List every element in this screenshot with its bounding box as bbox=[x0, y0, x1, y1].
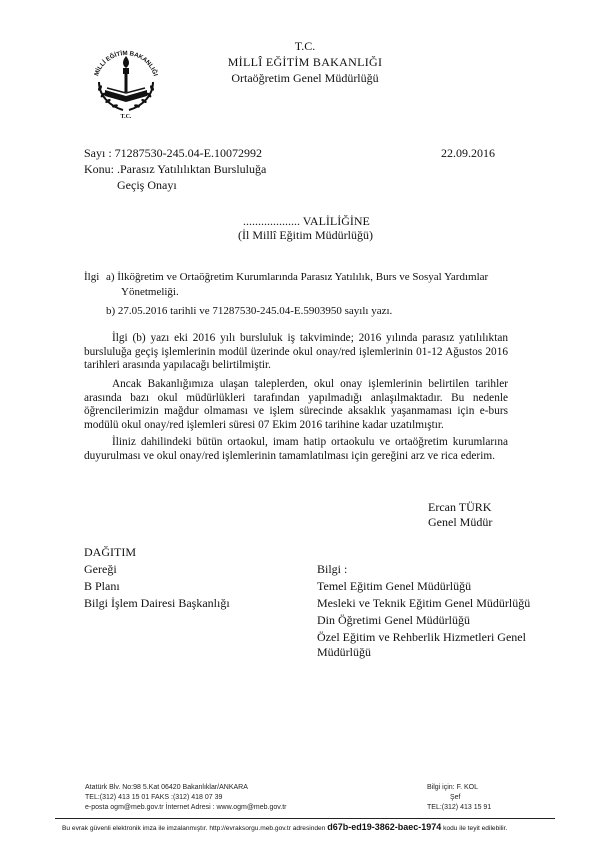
bilgi-item: Özel Eğitim ve Rehberlik Hizmetleri Genel bbox=[317, 630, 526, 644]
verification-text-before: Bu evrak güvenli elektronik imza ile imzalanmıştır. http://evraksorgu.meb.gov.tr adresinden bbox=[62, 825, 326, 832]
footer-contact: e-posta ogm@meb.gov.tr İnternet Adresi : www.ogm@meb.gov.tr bbox=[85, 804, 287, 811]
bilgi-item: Temel Eğitim Genel Müdürlüğü bbox=[317, 579, 472, 593]
sayi-row bbox=[84, 146, 262, 161]
bilgi-label: Bilgi : bbox=[317, 562, 348, 576]
footer-info-phone: TEL:(312) 413 15 91 bbox=[427, 804, 492, 811]
footer-address: Atatürk Blv. No:98 5.Kat 06420 Bakanlıklar/ANKARA bbox=[85, 784, 248, 791]
header-tc: T.C. bbox=[294, 39, 316, 53]
ministry-emblem-logo bbox=[85, 40, 167, 122]
sayi-value: : 71287530-245.04-E.10072992 bbox=[108, 146, 262, 160]
emblem-ring-text: MİLLİ EĞİTİM BAKANLIĞI bbox=[93, 49, 159, 77]
ilgi-a-text: İlköğretim ve Ortaöğretim Kurumlarında Parasız Yatılılık, Burs ve Sosyal Yardımlar bbox=[117, 271, 489, 283]
signatory-title: Genel Müdür bbox=[428, 515, 493, 529]
bilgi-item: Müdürlüğü bbox=[317, 645, 371, 659]
footer-info-label: Bilgi için: F. KOL bbox=[427, 784, 478, 791]
konu-value: .Parasız Yatılılıktan Bursluluğa bbox=[117, 162, 267, 176]
ilgi-a-text-continued: Yönetmeliği. bbox=[121, 286, 179, 298]
addressee-governorship: ................... VALİLİĞİNE bbox=[243, 214, 370, 228]
distribution-title: DAĞITIM bbox=[84, 545, 136, 559]
sayi-label: Sayı bbox=[84, 146, 106, 160]
konu-row bbox=[84, 162, 266, 177]
ilgi-a-prefix: a) bbox=[106, 271, 115, 283]
footer-phones: TEL:(312) 413 15 01 FAKS :(312) 418 07 39 bbox=[85, 794, 223, 801]
ilgi-a bbox=[106, 270, 488, 284]
verification-text-after: kodu ile teyit edilebilir. bbox=[443, 825, 508, 832]
gereği-label: Gereği bbox=[84, 562, 117, 576]
ilgi-b-prefix: b) bbox=[106, 305, 116, 317]
body-paragraph-1-text: İlgi (b) yazı eki 2016 yılı bursluluk iş takviminde; 2016 yılında parasız yatılılıktan bursluluğa geçiş işlemlerinin modül üzerinde okul onay/red işlemlerinin 01-12 Ağustos 2016 tarihleri arasında yapılacağı belirtilmiştir. bbox=[84, 332, 508, 372]
signatory-name: Ercan TÜRK bbox=[428, 500, 492, 514]
footer-info-role: Şef bbox=[450, 794, 461, 801]
document-date: 22.09.2016 bbox=[441, 146, 495, 160]
verification-code: d67b-ed19-3862-baec-1974 bbox=[327, 822, 442, 832]
ilgi-b bbox=[106, 304, 392, 318]
ilgi-b-text: 27.05.2016 tarihli ve 71287530-245.04-E.5903950 sayılı yazı. bbox=[117, 305, 393, 317]
body-paragraph-1 bbox=[84, 332, 508, 373]
body-paragraph-2 bbox=[84, 378, 508, 432]
footer-divider bbox=[55, 818, 555, 819]
bilgi-item: Mesleki ve Teknik Eğitim Genel Müdürlüğü bbox=[317, 596, 531, 610]
ilgi-label: İlgi bbox=[84, 271, 100, 283]
konu-label: Konu: bbox=[84, 162, 114, 176]
e-signature-verification-note bbox=[62, 822, 572, 834]
header-department: Ortaöğretim Genel Müdürlüğü bbox=[231, 71, 379, 85]
body-paragraph-2-text: Ancak Bakanlığımıza ulaşan taleplerden, okul onay işlemlerinin belirtilen tarihler arasında bazı okul müdürlükleri tarafından yapılmadığı anlaşılmaktadır. Bu nedenle öğrencilerimizin mağdur olmaması ve işlem sürecinde aksaklık yaşanmaması için e-burs modülü okul onay/red işlemleri süresi 07 Ekim 2016 tarihine kadar uzatılmıştır. bbox=[84, 378, 508, 431]
emblem-letters: T.C. bbox=[120, 114, 132, 120]
konu-value-continued: Geçiş Onayı bbox=[117, 178, 177, 192]
header-ministry: MİLLÎ EĞİTİM BAKANLIĞI bbox=[227, 55, 383, 69]
gereği-item: B Planı bbox=[84, 579, 120, 593]
body-paragraph-3 bbox=[84, 436, 508, 463]
gereği-item: Bilgi İşlem Dairesi Başkanlığı bbox=[84, 596, 230, 610]
body-paragraph-3-text: İliniz dahilindeki bütün ortaokul, imam hatip ortaokulu ve ortaöğretim kurumlarına duyurulması ve okul onay/red işlemlerinin tamamlatılması için gereğini arz ve rica ederim. bbox=[84, 436, 508, 462]
addressee-directorate: (İl Millî Eğitim Müdürlüğü) bbox=[238, 228, 373, 242]
bilgi-item: Din Öğretimi Genel Müdürlüğü bbox=[317, 613, 470, 627]
